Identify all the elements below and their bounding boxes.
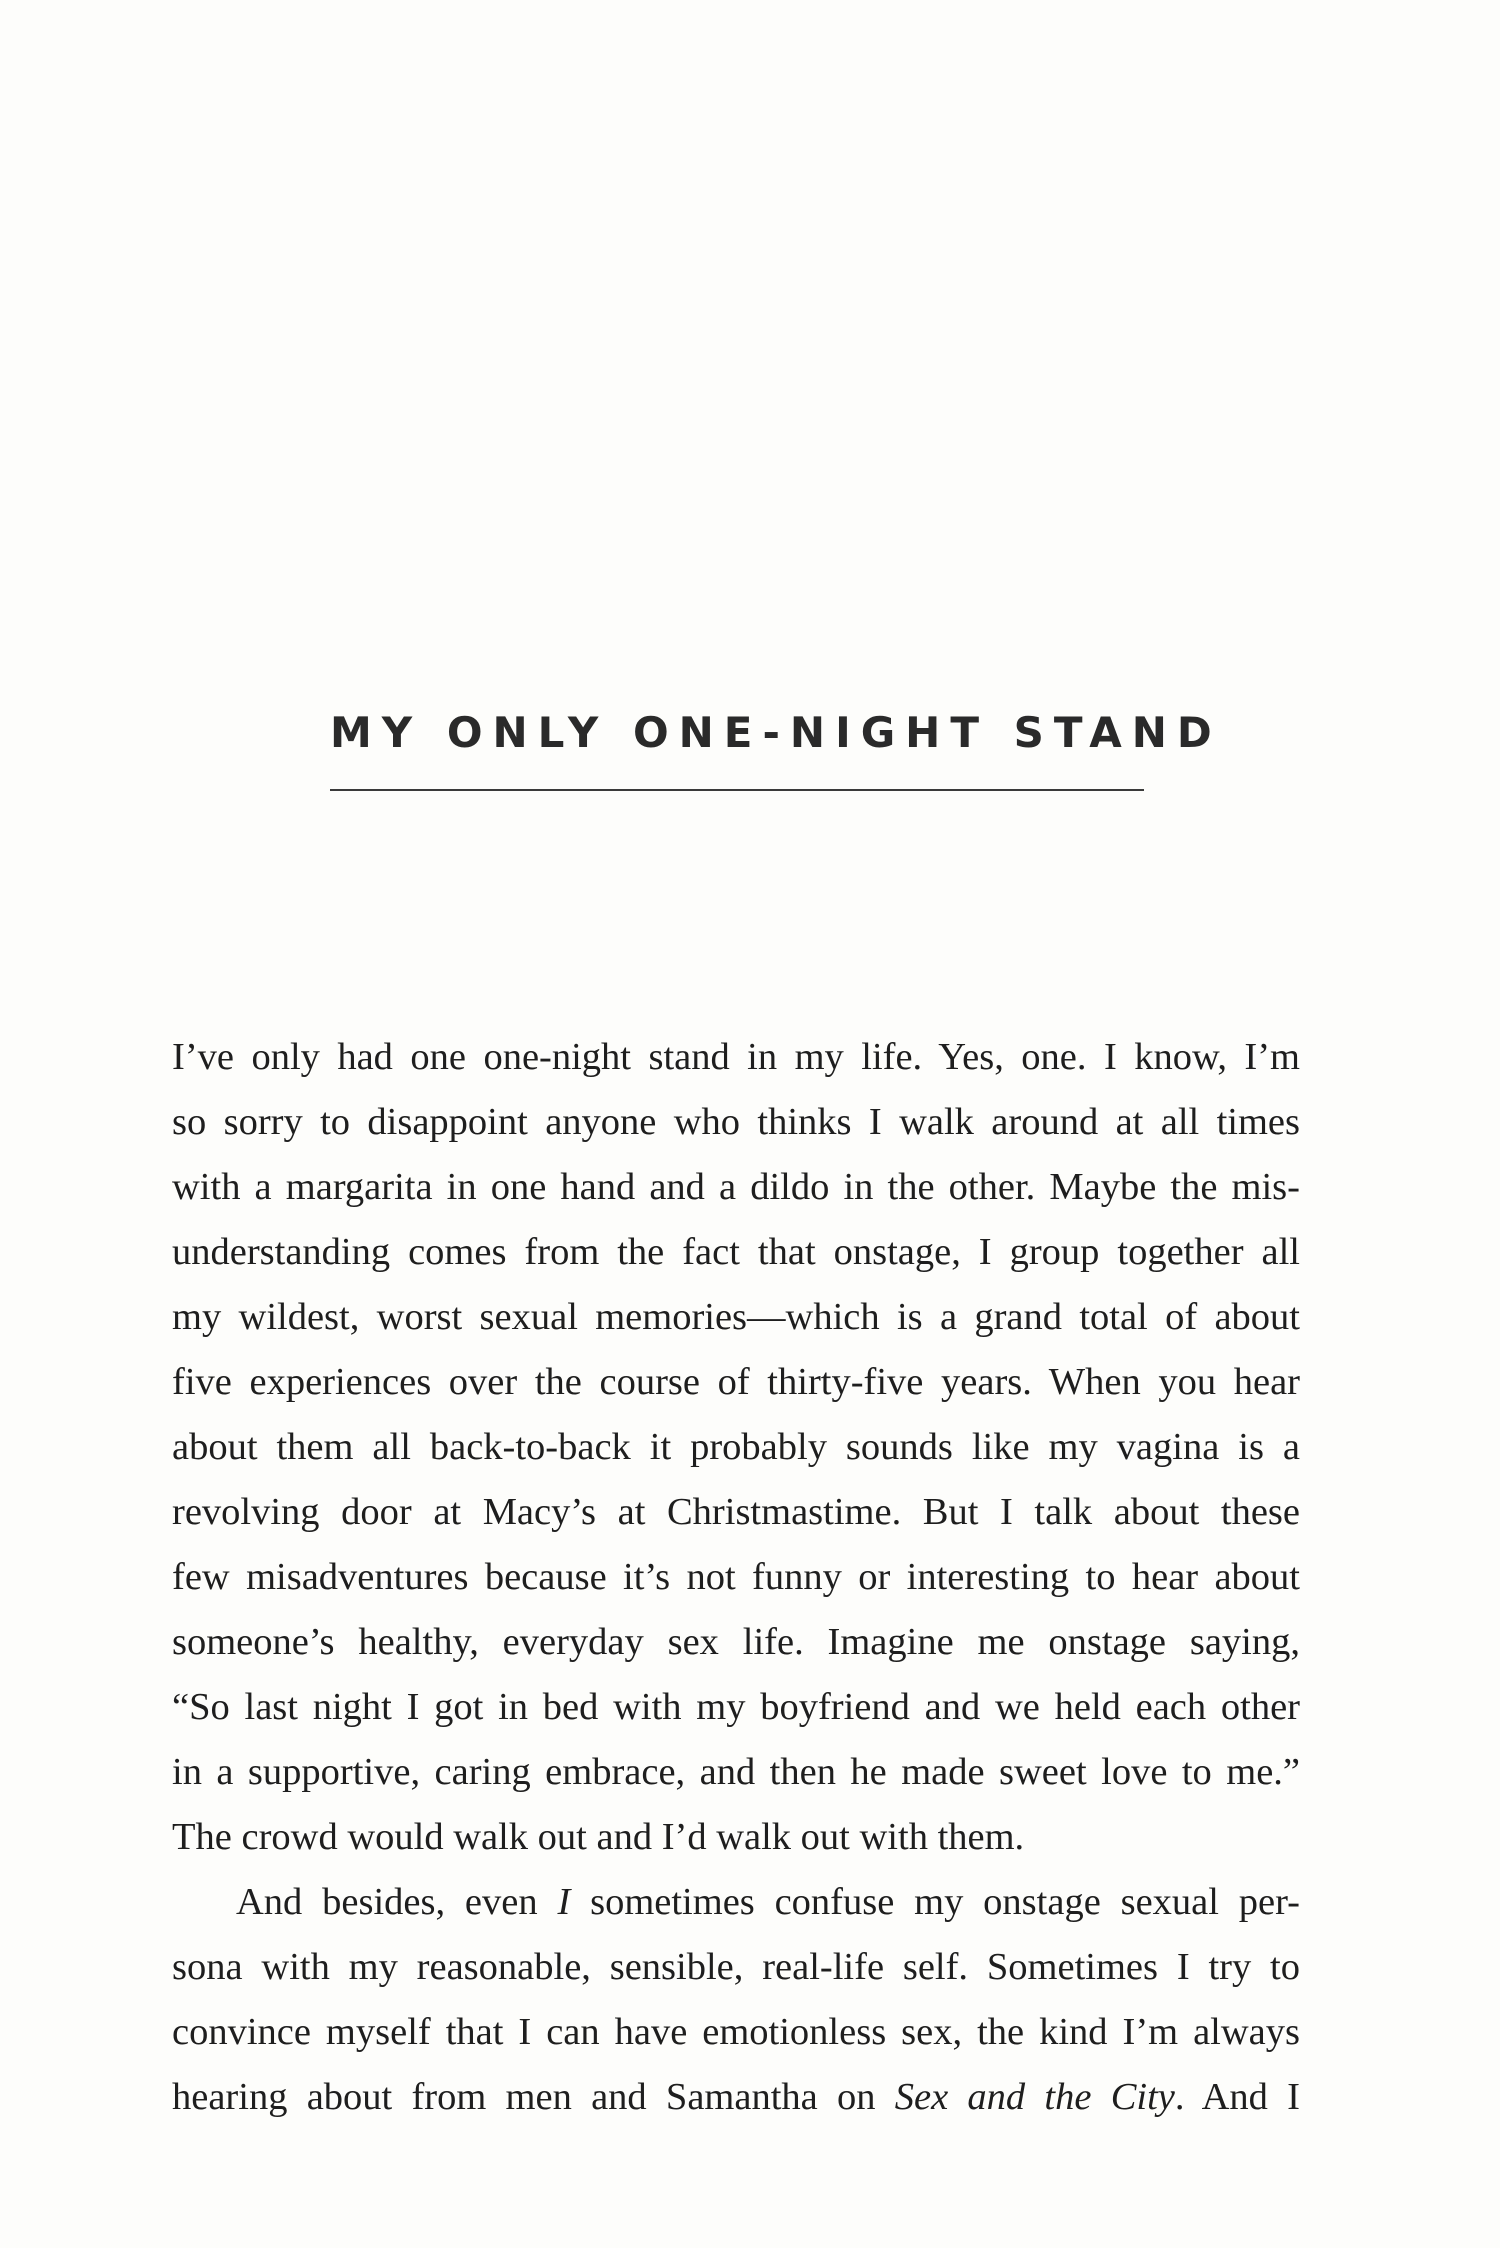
- text-run: hearing about from men and Samantha on: [172, 2076, 895, 2118]
- text-line: understanding comes from the fact that onstage, I group together all: [172, 1231, 1300, 1273]
- text-line: convince myself that I can have emotionless sex, the kind I’m always: [172, 2011, 1300, 2053]
- title-underline-rule: [330, 789, 1144, 791]
- text-run: sometimes confuse my onstage sexual per-: [570, 1881, 1300, 1923]
- chapter-body-text: [172, 1025, 1300, 2130]
- text-line: five experiences over the course of thirty-five years. When you hear: [172, 1361, 1300, 1403]
- text-run: And besides, even: [236, 1881, 558, 1923]
- text-line: few misadventures because it’s not funny or interesting to hear about: [172, 1556, 1300, 1598]
- text-line: [172, 2065, 1300, 2130]
- chapter-title: MY ONLY ONE-NIGHT STAND: [330, 708, 1222, 757]
- text-line: so sorry to disappoint anyone who thinks I walk around at all times: [172, 1101, 1300, 1143]
- text-line: revolving door at Macy’s at Christmastime. But I talk about these: [172, 1491, 1300, 1533]
- book-title-italic: Sex and the City: [894, 2076, 1175, 2118]
- text-line: someone’s healthy, everyday sex life. Imagine me onstage saying,: [172, 1621, 1300, 1663]
- text-line: sona with my reasonable, sensible, real-life self. Sometimes I try to: [172, 1946, 1300, 1988]
- paragraph-2: [172, 1870, 1300, 2130]
- text-line: in a supportive, caring embrace, and then he made sweet love to me.”: [172, 1751, 1300, 1793]
- text-line: [172, 1870, 1300, 1935]
- text-run: . And I: [1174, 2076, 1300, 2118]
- paragraph-1: [172, 1025, 1300, 1870]
- text-line: I’ve only had one one-night stand in my life. Yes, one. I know, I’m: [172, 1036, 1300, 1078]
- text-line: my wildest, worst sexual memories—which is a grand total of about: [172, 1296, 1300, 1338]
- text-line: The crowd would walk out and I’d walk out with them.: [172, 1816, 1025, 1858]
- text-line: with a margarita in one hand and a dildo in the other. Maybe the mis-: [172, 1166, 1300, 1208]
- text-line: about them all back-to-back it probably sounds like my vagina is a: [172, 1426, 1300, 1468]
- text-line: “So last night I got in bed with my boyfriend and we held each other: [172, 1686, 1300, 1728]
- emphasis-text: I: [557, 1881, 571, 1923]
